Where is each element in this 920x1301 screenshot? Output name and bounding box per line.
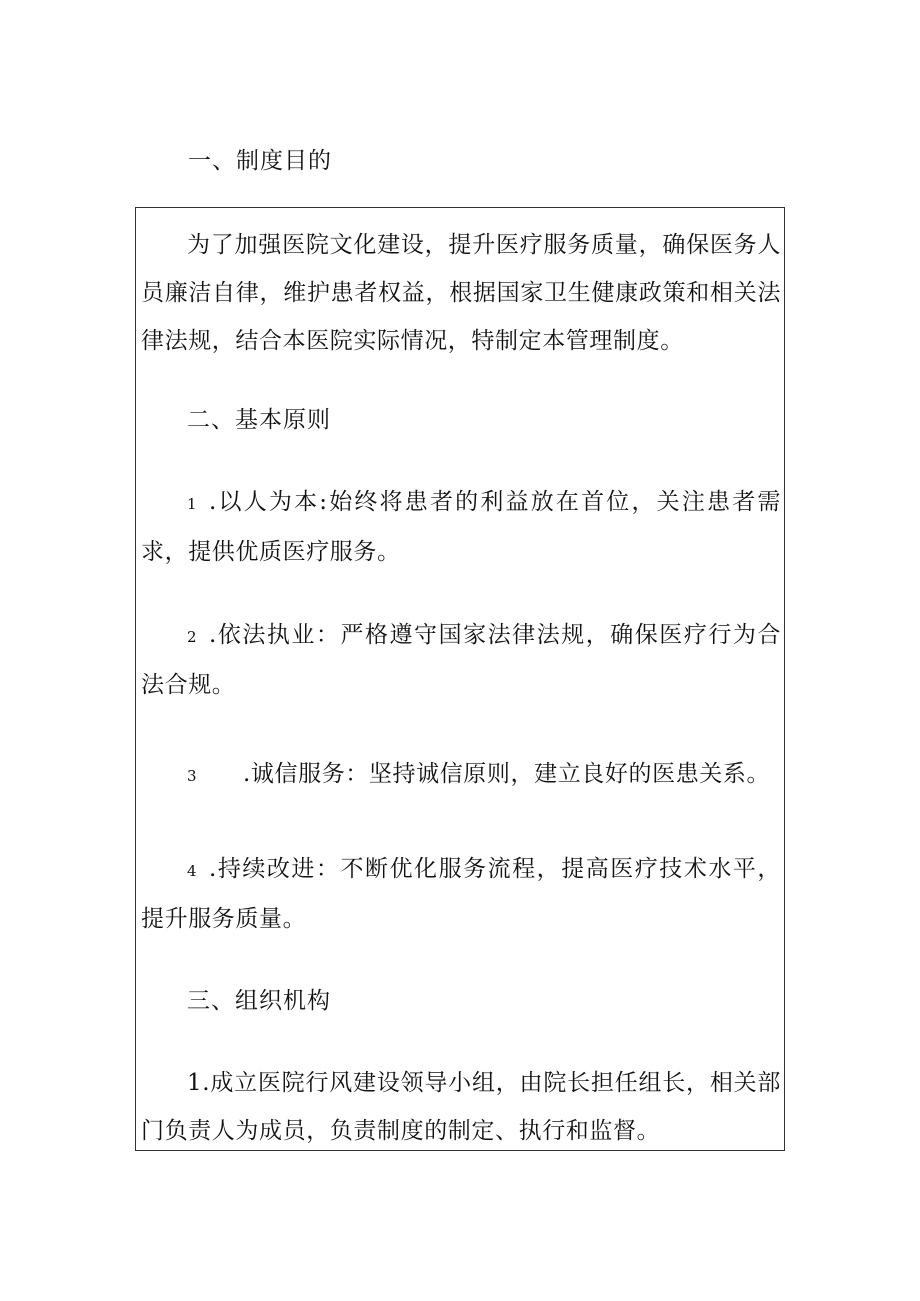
section-heading-principles: 二、基本原则 — [187, 407, 331, 433]
section-heading-organization: 三、组织机构 — [187, 988, 331, 1014]
principle-number: 4 — [187, 862, 198, 880]
principle-item-4 — [141, 845, 781, 943]
principle-number: 1 — [187, 495, 198, 513]
principle-number: 2 — [187, 628, 198, 646]
purpose-paragraph: 为了加强医院文化建设，提升医疗服务质量，确保医务人员廉洁自律，维护患者权益，根据国家卫生健康政策和相关法律法规，结合本医院实际情况，特制定本管理制度。 — [141, 232, 781, 354]
principle-text: .以人为本:始终将患者的利益放在首位，关注患者需求，提供优质医疗服务。 — [141, 489, 781, 565]
principle-item-1 — [141, 478, 781, 576]
principle-text: .持续改进：不断优化服务流程，提高医疗技术水平，提升服务质量。 — [141, 856, 781, 932]
content-table-cell — [135, 207, 785, 1151]
principle-text: .诚信服务：坚持诚信原则，建立良好的医患关系。 — [243, 761, 771, 787]
section-heading-purpose: 一、制度目的 — [188, 148, 332, 174]
principle-item-3 — [141, 750, 781, 800]
principle-number: 3 — [187, 767, 198, 785]
organization-paragraph: 1.成立医院行风建设领导小组，由院长担任组长，相关部门负责人为成员，负责制度的制定、执行和监督。 — [141, 1070, 781, 1144]
principle-text: .依法执业：严格遵守国家法律法规，确保医疗行为合法合规。 — [141, 622, 781, 698]
principle-item-2 — [141, 611, 781, 709]
